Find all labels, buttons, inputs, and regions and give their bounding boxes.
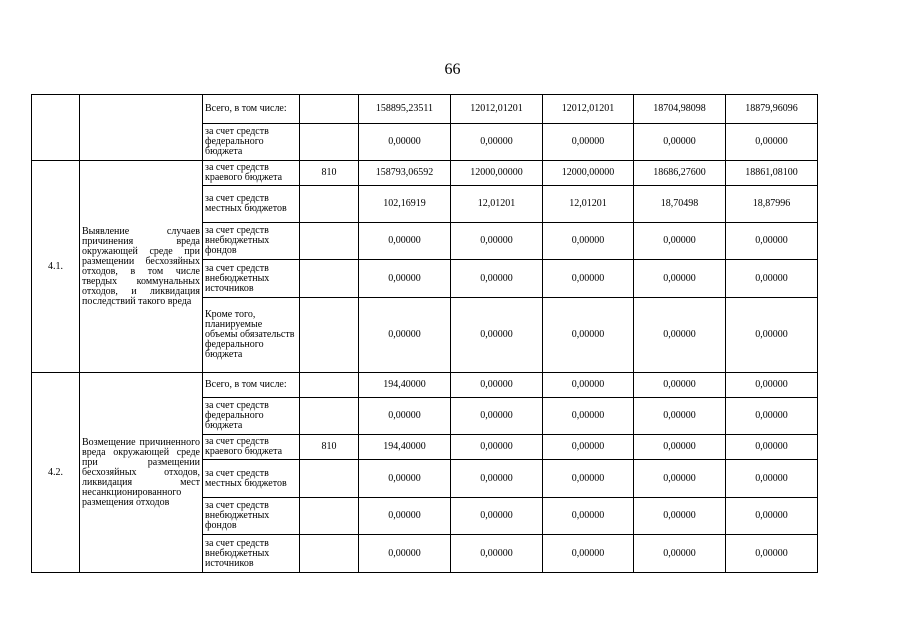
amount-cell: 158793,06592: [359, 161, 451, 186]
amount-cell: 0,00000: [359, 398, 451, 435]
amount-cell: 18686,27600: [634, 161, 726, 186]
amount-cell: 0,00000: [543, 535, 634, 573]
budget-code-cell: 810: [300, 435, 359, 460]
amount-cell: 0,00000: [359, 124, 451, 161]
amount-cell: 102,16919: [359, 186, 451, 223]
amount-cell: 12000,00000: [543, 161, 634, 186]
amount-cell: 0,00000: [726, 223, 818, 260]
table-row: [32, 161, 818, 186]
measure-name-cell: Выявление случаев причинения вреда окружающей среде при размещении бесхозяйных отходов, в том числе твердых коммунальных отходов, и ликвидация последствий такого вреда: [80, 161, 203, 373]
amount-cell: 0,00000: [359, 535, 451, 573]
amount-cell: 194,40000: [359, 373, 451, 398]
funding-source-cell: за счет средств краевого бюджета: [203, 435, 300, 460]
budget-code-cell: [300, 223, 359, 260]
budget-code-cell: [300, 535, 359, 573]
amount-cell: 0,00000: [543, 260, 634, 298]
budget-code-cell: [300, 298, 359, 373]
budget-code-cell: [300, 498, 359, 535]
amount-cell: 194,40000: [359, 435, 451, 460]
budget-code-cell: 810: [300, 161, 359, 186]
funding-source-cell: Всего, в том числе:: [203, 373, 300, 398]
amount-cell: 18879,96096: [726, 95, 818, 124]
amount-cell: 0,00000: [634, 298, 726, 373]
amount-cell: 0,00000: [451, 435, 543, 460]
amount-cell: 0,00000: [634, 460, 726, 498]
amount-cell: 18704,98098: [634, 95, 726, 124]
amount-cell: 0,00000: [726, 298, 818, 373]
measure-name-cell: [80, 95, 203, 161]
amount-cell: 0,00000: [543, 373, 634, 398]
funding-source-cell: Кроме того, планируемые объемы обязательств федерального бюджета: [203, 298, 300, 373]
measure-name-cell: Возмещение причиненного вреда окружающей среде при размещении бесхозяйных отходов, ликвидация мест несанкционированного размещения отходов: [80, 373, 203, 573]
amount-cell: 0,00000: [451, 298, 543, 373]
amount-cell: 0,00000: [726, 260, 818, 298]
table-row: [32, 373, 818, 398]
section-number-cell: [32, 95, 80, 161]
budget-code-cell: [300, 398, 359, 435]
amount-cell: 0,00000: [726, 373, 818, 398]
section-number-cell: 4.2.: [32, 373, 80, 573]
funding-source-cell: за счет средств федерального бюджета: [203, 124, 300, 161]
amount-cell: 0,00000: [543, 298, 634, 373]
amount-cell: 0,00000: [726, 435, 818, 460]
amount-cell: 0,00000: [726, 124, 818, 161]
funding-source-cell: за счет средств местных бюджетов: [203, 460, 300, 498]
amount-cell: 0,00000: [634, 398, 726, 435]
amount-cell: 0,00000: [543, 498, 634, 535]
amount-cell: 12000,00000: [451, 161, 543, 186]
amount-cell: 0,00000: [359, 298, 451, 373]
budget-code-cell: [300, 373, 359, 398]
amount-cell: 0,00000: [634, 535, 726, 573]
funding-source-cell: за счет средств местных бюджетов: [203, 186, 300, 223]
amount-cell: 18,87996: [726, 186, 818, 223]
amount-cell: 0,00000: [451, 460, 543, 498]
amount-cell: 0,00000: [543, 223, 634, 260]
budget-code-cell: [300, 260, 359, 298]
amount-cell: 12,01201: [451, 186, 543, 223]
amount-cell: 0,00000: [543, 435, 634, 460]
budget-table: [31, 94, 818, 573]
amount-cell: 0,00000: [726, 535, 818, 573]
amount-cell: 0,00000: [359, 260, 451, 298]
amount-cell: 18861,08100: [726, 161, 818, 186]
amount-cell: 0,00000: [359, 223, 451, 260]
budget-code-cell: [300, 95, 359, 124]
amount-cell: 0,00000: [634, 124, 726, 161]
amount-cell: 0,00000: [359, 498, 451, 535]
amount-cell: 0,00000: [451, 260, 543, 298]
amount-cell: 0,00000: [359, 460, 451, 498]
amount-cell: 12012,01201: [543, 95, 634, 124]
amount-cell: 0,00000: [451, 223, 543, 260]
amount-cell: 0,00000: [543, 398, 634, 435]
amount-cell: 0,00000: [451, 398, 543, 435]
funding-source-cell: за счет средств внебюджетных фондов: [203, 223, 300, 260]
funding-source-cell: за счет средств внебюджетных фондов: [203, 498, 300, 535]
amount-cell: 0,00000: [543, 460, 634, 498]
funding-source-cell: за счет средств внебюджетных источников: [203, 535, 300, 573]
amount-cell: 0,00000: [634, 435, 726, 460]
amount-cell: 0,00000: [634, 498, 726, 535]
funding-source-cell: за счет средств краевого бюджета: [203, 161, 300, 186]
amount-cell: 0,00000: [543, 124, 634, 161]
funding-source-cell: за счет средств внебюджетных источников: [203, 260, 300, 298]
amount-cell: 0,00000: [634, 260, 726, 298]
amount-cell: 12,01201: [543, 186, 634, 223]
budget-code-cell: [300, 460, 359, 498]
amount-cell: 0,00000: [451, 124, 543, 161]
amount-cell: 0,00000: [634, 223, 726, 260]
amount-cell: 0,00000: [451, 498, 543, 535]
amount-cell: 0,00000: [634, 373, 726, 398]
amount-cell: 0,00000: [451, 373, 543, 398]
amount-cell: 12012,01201: [451, 95, 543, 124]
amount-cell: 0,00000: [726, 460, 818, 498]
amount-cell: 0,00000: [451, 535, 543, 573]
funding-source-cell: за счет средств федерального бюджета: [203, 398, 300, 435]
amount-cell: 0,00000: [726, 498, 818, 535]
table-row: [32, 95, 818, 124]
funding-source-cell: Всего, в том числе:: [203, 95, 300, 124]
budget-code-cell: [300, 124, 359, 161]
amount-cell: 158895,23511: [359, 95, 451, 124]
amount-cell: 18,70498: [634, 186, 726, 223]
budget-code-cell: [300, 186, 359, 223]
page-number: 66: [444, 61, 461, 78]
amount-cell: 0,00000: [726, 398, 818, 435]
section-number-cell: 4.1.: [32, 161, 80, 373]
